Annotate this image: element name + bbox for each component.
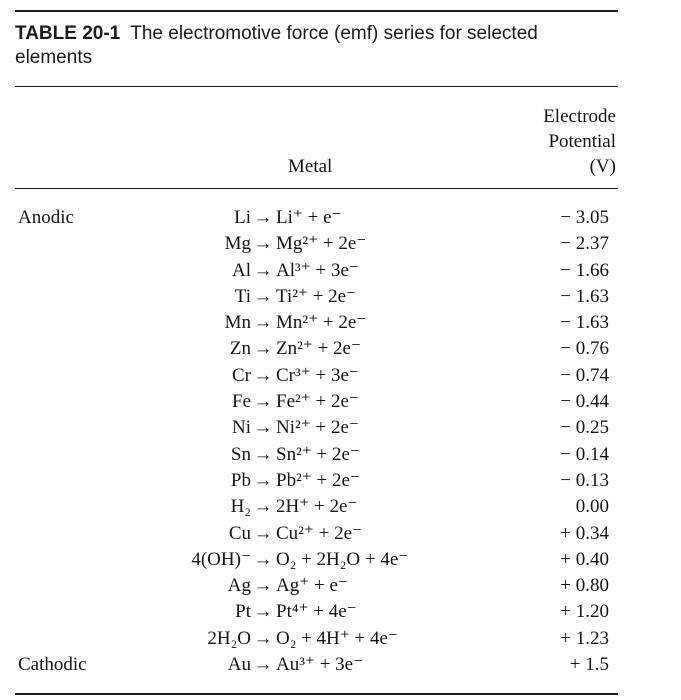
- electrode-potential-value: + 0.34: [560, 522, 609, 544]
- group-label: Anodic: [18, 207, 74, 228]
- reaction-products: Pt⁴⁺ + 4e⁻: [276, 601, 357, 623]
- table-row: [0, 336, 681, 362]
- reaction-products: Au³⁺ + 3e⁻: [276, 654, 364, 676]
- potential-header-line3: (V): [589, 156, 616, 177]
- electrode-potential-value: − 0.76: [560, 338, 609, 360]
- electrode-potential-value: − 0.14: [560, 443, 609, 465]
- electrode-potential-value: − 1.63: [560, 285, 609, 307]
- table-body: [0, 205, 681, 678]
- electrode-potential-value: 0.00: [575, 496, 609, 518]
- table-row: [0, 468, 681, 494]
- reaction-products: Fe²⁺ + 2e⁻: [276, 391, 359, 413]
- reaction-products: O₂ + 4H⁺ + 4e⁻: [276, 627, 398, 649]
- reaction-arrow-icon: →: [253, 548, 273, 570]
- reaction-reactant: Mg: [224, 233, 251, 255]
- table-row: [0, 652, 681, 678]
- reaction-reactant: Zn: [229, 338, 251, 360]
- table-row: [0, 494, 681, 520]
- reaction-reactant: Pb: [230, 469, 251, 491]
- table-row: [0, 547, 681, 573]
- reaction-products: O₂ + 2H₂O + 4e⁻: [276, 548, 409, 570]
- reaction-reactant: Cr: [232, 364, 251, 386]
- reaction-arrow-icon: →: [253, 207, 273, 228]
- reaction-arrow-icon: →: [253, 496, 273, 518]
- electrode-potential-value: − 0.74: [560, 364, 609, 386]
- reaction-arrow-icon: →: [253, 627, 273, 649]
- electrode-potential-value: + 1.5: [569, 654, 609, 676]
- table-row: [0, 626, 681, 652]
- reaction-reactant: Fe: [232, 391, 251, 413]
- electrode-potential-value: − 3.05: [560, 207, 609, 228]
- reaction-products: Cr³⁺ + 3e⁻: [276, 364, 359, 386]
- reaction-arrow-icon: →: [253, 391, 273, 413]
- reaction-products: Ni²⁺ + 2e⁻: [276, 417, 359, 439]
- table-row: [0, 205, 681, 231]
- electrode-potential-value: − 0.44: [560, 391, 609, 413]
- reaction-products: Cu²⁺ + 2e⁻: [276, 522, 363, 544]
- table-row: [0, 521, 681, 547]
- reaction-arrow-icon: →: [253, 575, 273, 597]
- table-row: [0, 231, 681, 257]
- table-label: TABLE 20-1: [15, 23, 121, 44]
- reaction-reactant: Li: [234, 207, 251, 228]
- electrode-potential-value: + 1.20: [560, 601, 609, 623]
- reaction-products: 2H⁺ + 2e⁻: [276, 496, 358, 518]
- reaction-reactant: Ag: [227, 575, 251, 597]
- reaction-reactant: H₂: [230, 496, 251, 518]
- reaction-arrow-icon: →: [253, 522, 273, 544]
- reaction-arrow-icon: →: [253, 601, 273, 623]
- bottom-rule: [15, 693, 618, 695]
- potential-header-line1: Electrode: [543, 106, 616, 127]
- electrode-potential-value: + 0.80: [560, 575, 609, 597]
- reaction-products: Ti²⁺ + 2e⁻: [276, 285, 357, 307]
- reaction-reactant: Au: [227, 654, 251, 676]
- caption-rule: [15, 86, 618, 87]
- electrode-potential-value: − 1.63: [560, 312, 609, 334]
- table-caption-text: The electromotive force (emf) series for selected elements: [15, 23, 538, 68]
- table-row: [0, 573, 681, 599]
- reaction-arrow-icon: →: [253, 364, 273, 386]
- reaction-products: Sn²⁺ + 2e⁻: [276, 443, 360, 465]
- electrode-potential-value: − 1.66: [560, 259, 609, 281]
- reaction-arrow-icon: →: [253, 417, 273, 439]
- table-row: [0, 389, 681, 415]
- potential-header-line2: Potential: [548, 131, 616, 152]
- column-header-metal: Metal: [288, 156, 333, 177]
- electrode-potential-value: − 0.13: [560, 469, 609, 491]
- reaction-reactant: Al: [232, 259, 251, 281]
- table-row: [0, 415, 681, 441]
- column-header-potential: [543, 104, 616, 179]
- table-row: [0, 442, 681, 468]
- reaction-reactant: 2H₂O: [207, 627, 251, 649]
- reaction-reactant: Cu: [228, 522, 251, 544]
- reaction-reactant: Pt: [235, 601, 251, 623]
- reaction-products: Ag⁺ + e⁻: [276, 575, 348, 597]
- header-rule: [15, 188, 618, 189]
- reaction-products: Li⁺ + e⁻: [276, 207, 342, 228]
- reaction-products: Pb²⁺ + 2e⁻: [276, 469, 360, 491]
- reaction-arrow-icon: →: [253, 285, 273, 307]
- table-row: [0, 310, 681, 336]
- table-row: [0, 599, 681, 625]
- reaction-arrow-icon: →: [253, 233, 273, 255]
- reaction-products: Al³⁺ + 3e⁻: [276, 259, 359, 281]
- electrode-potential-value: + 0.40: [560, 548, 609, 570]
- group-label: Cathodic: [18, 654, 87, 676]
- table-row: [0, 284, 681, 310]
- reaction-products: Mg²⁺ + 2e⁻: [276, 233, 367, 255]
- reaction-arrow-icon: →: [253, 654, 273, 676]
- reaction-reactant: Ti: [234, 285, 251, 307]
- reaction-arrow-icon: →: [253, 259, 273, 281]
- electrode-potential-value: − 0.25: [560, 417, 609, 439]
- reaction-reactant: Mn: [224, 312, 251, 334]
- reaction-products: Mn²⁺ + 2e⁻: [276, 312, 367, 334]
- electrode-potential-value: − 2.37: [560, 233, 609, 255]
- reaction-arrow-icon: →: [253, 469, 273, 491]
- top-rule: [15, 10, 618, 12]
- reaction-arrow-icon: →: [253, 443, 273, 465]
- reaction-arrow-icon: →: [253, 312, 273, 334]
- reaction-reactant: Sn: [230, 443, 251, 465]
- table-row: [0, 363, 681, 389]
- table-caption: [15, 22, 615, 70]
- electrode-potential-value: + 1.23: [560, 627, 609, 649]
- reaction-products: Zn²⁺ + 2e⁻: [276, 338, 362, 360]
- reaction-reactant: 4(OH)⁻: [191, 548, 251, 570]
- table-row: [0, 258, 681, 284]
- reaction-arrow-icon: →: [253, 338, 273, 360]
- reaction-reactant: Ni: [232, 417, 251, 439]
